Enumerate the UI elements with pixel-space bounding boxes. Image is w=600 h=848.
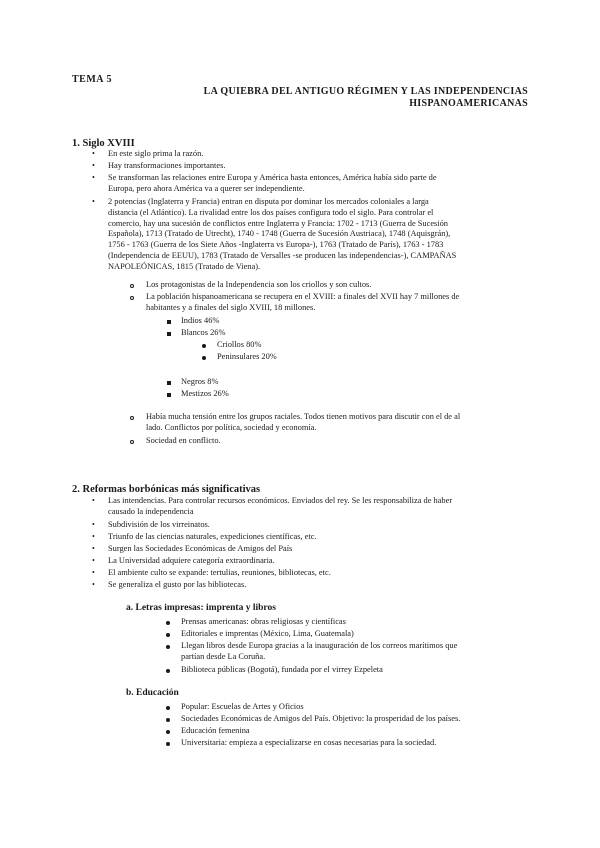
document-title xyxy=(128,86,528,110)
list-item: Negros 8% xyxy=(181,377,219,386)
text-line: habitantes y a finales del siglo XVIII, 18 millones. xyxy=(146,302,316,312)
list-item: Editoriales e imprentas (México, Lima, Guatemala) xyxy=(181,629,354,638)
list-item: Sociedad en conflicto. xyxy=(146,436,221,445)
dot-bullet-icon xyxy=(166,730,170,734)
list-item xyxy=(146,412,460,434)
section-1-heading: 1. Siglo XVIII xyxy=(72,138,135,149)
circle-bullet-icon xyxy=(130,296,134,300)
dot-bullet-icon xyxy=(166,621,170,625)
dot-bullet-icon xyxy=(166,633,170,637)
dot-bullet-icon xyxy=(166,742,170,746)
bullet-icon: • xyxy=(92,556,95,565)
circle-bullet-icon xyxy=(130,440,134,444)
dot-bullet-icon xyxy=(166,645,170,649)
bullet-icon: • xyxy=(92,532,95,541)
title-line-2: HISPANOAMERICANAS xyxy=(409,98,528,109)
square-bullet-icon xyxy=(167,332,171,336)
dot-bullet-icon xyxy=(166,706,170,710)
bullet-icon: • xyxy=(92,173,95,182)
list-item: Criollos 80% xyxy=(217,340,262,349)
subsection-a-heading: a. Letras impresas: imprenta y libros xyxy=(126,603,276,613)
list-item xyxy=(181,641,457,663)
bullet-icon: • xyxy=(92,149,95,158)
text-line: Se transforman las relaciones entre Europa y América hasta entonces, América había sido parte de xyxy=(108,173,437,182)
text-line: Europa, pero ahora América va a querer ser independiente. xyxy=(108,183,305,193)
bullet-icon: • xyxy=(92,544,95,553)
list-item: Triunfo de las ciencias naturales, expediciones científicas, etc. xyxy=(108,532,317,541)
list-item: Los protagonistas de la Independencia son los criollos y son cultos. xyxy=(146,280,372,289)
text-line: distancia (el Atlántico). La rivalidad entre los dos países configura todo el siglo. Para controlar el xyxy=(108,207,434,217)
text-line: La población hispanoamericana se recupera en el XVIII: a finales del XVII hay 7 millones de xyxy=(146,292,460,301)
circle-bullet-icon xyxy=(130,416,134,420)
square-bullet-icon xyxy=(167,320,171,324)
bullet-icon: • xyxy=(92,568,95,577)
list-item: Prensas americanas: obras religiosas y científicas xyxy=(181,617,346,626)
text-line: causado la independencia xyxy=(108,506,194,516)
tema-label: TEMA 5 xyxy=(72,74,112,85)
list-item xyxy=(146,292,459,314)
square-bullet-icon xyxy=(167,393,171,397)
bullet-icon: • xyxy=(92,520,95,529)
list-item: El ambiente culto se expande: tertulias, reuniones, bibliotecas, etc. xyxy=(108,568,331,577)
text-line: Llegan libros desde Europa gracias a la inauguración de los correos marítimos que xyxy=(181,641,458,650)
text-line: 1756 - 1763 (Guerra de los Siete Años -Inglaterra vs Europa-), 1763 (Tratado de París), 1763 - 1783 xyxy=(108,240,444,250)
list-item: Blancos 26% xyxy=(181,328,226,337)
bullet-icon: • xyxy=(92,580,95,589)
dot-bullet-icon xyxy=(202,356,206,360)
list-item: Sociedades Económicas de Amigos del País. Objetivo: la prosperidad de los países. xyxy=(181,714,461,723)
list-item xyxy=(108,496,452,518)
text-line: partían desde La Coruña. xyxy=(181,651,266,661)
list-item: La Universidad adquiere categoría extraordinaria. xyxy=(108,556,275,565)
text-line: Las intendencias. Para controlar recursos económicos. Enviados del rey. Se les responsabiliza de haber xyxy=(108,496,453,505)
text-line: Había mucha tensión entre los grupos raciales. Todos tienen motivos para discutir con el de al xyxy=(146,412,461,421)
text-line: Española), 1713 (Tratado de Utrecht), 1740 - 1748 (Guerra de Sucesión Austriaca), 1748 (Aquisgrán), xyxy=(108,229,451,239)
dot-bullet-icon xyxy=(166,718,170,722)
title-line-1: LA QUIEBRA DEL ANTIGUO RÉGIMEN Y LAS INDEPENDENCIAS xyxy=(203,86,528,97)
list-item: Mestizos 26% xyxy=(181,389,229,398)
text-line: lado. Conflictos por política, sociedad y economía. xyxy=(146,422,317,432)
bullet-icon: • xyxy=(92,496,95,505)
list-item: Hay transformaciones importantes. xyxy=(108,161,226,170)
list-item: Biblioteca públicas (Bogotá), fundada por el virrey Ezpeleta xyxy=(181,665,383,674)
list-item xyxy=(108,197,456,273)
text-line: comercio, hay una sucesión de conflictos entre Inglaterra y Francia: 1702 - 1713 (Guerra de Sucesión xyxy=(108,218,448,228)
list-item: Universitaria: empieza a especializarse en cosas necesarias para la sociedad. xyxy=(181,738,437,747)
text-line: (Independencia de EEUU), 1783 (Tratado de Versalles -se producen las independencias-), CAMPAÑAS xyxy=(108,250,457,260)
list-item: Educación femenina xyxy=(181,726,250,735)
circle-bullet-icon xyxy=(130,284,134,288)
text-line: NAPOLEÓNICAS, 1815 (Tratado de Viena). xyxy=(108,261,261,271)
section-2-heading: 2. Reformas borbónicas más significativas xyxy=(72,484,261,495)
list-item: Subdivisión de los virreinatos. xyxy=(108,520,210,529)
subsection-b-heading: b. Educación xyxy=(126,688,179,698)
dot-bullet-icon xyxy=(202,344,206,348)
list-item: Surgen las Sociedades Económicas de Amigos del País xyxy=(108,544,293,553)
text-line: 2 potencias (Inglaterra y Francia) entran en disputa por dominar los mercados coloniales a larga xyxy=(108,197,429,206)
list-item: En este siglo prima la razón. xyxy=(108,149,204,158)
square-bullet-icon xyxy=(167,381,171,385)
bullet-icon: • xyxy=(92,197,95,206)
bullet-icon: • xyxy=(92,161,95,170)
list-item: Indios 46% xyxy=(181,316,220,325)
list-item: Se generaliza el gusto por las bibliotecas. xyxy=(108,580,247,589)
dot-bullet-icon xyxy=(166,669,170,673)
list-item: Peninsulares 20% xyxy=(217,352,277,361)
list-item xyxy=(108,173,437,195)
list-item: Popular: Escuelas de Artes y Oficios xyxy=(181,702,304,711)
